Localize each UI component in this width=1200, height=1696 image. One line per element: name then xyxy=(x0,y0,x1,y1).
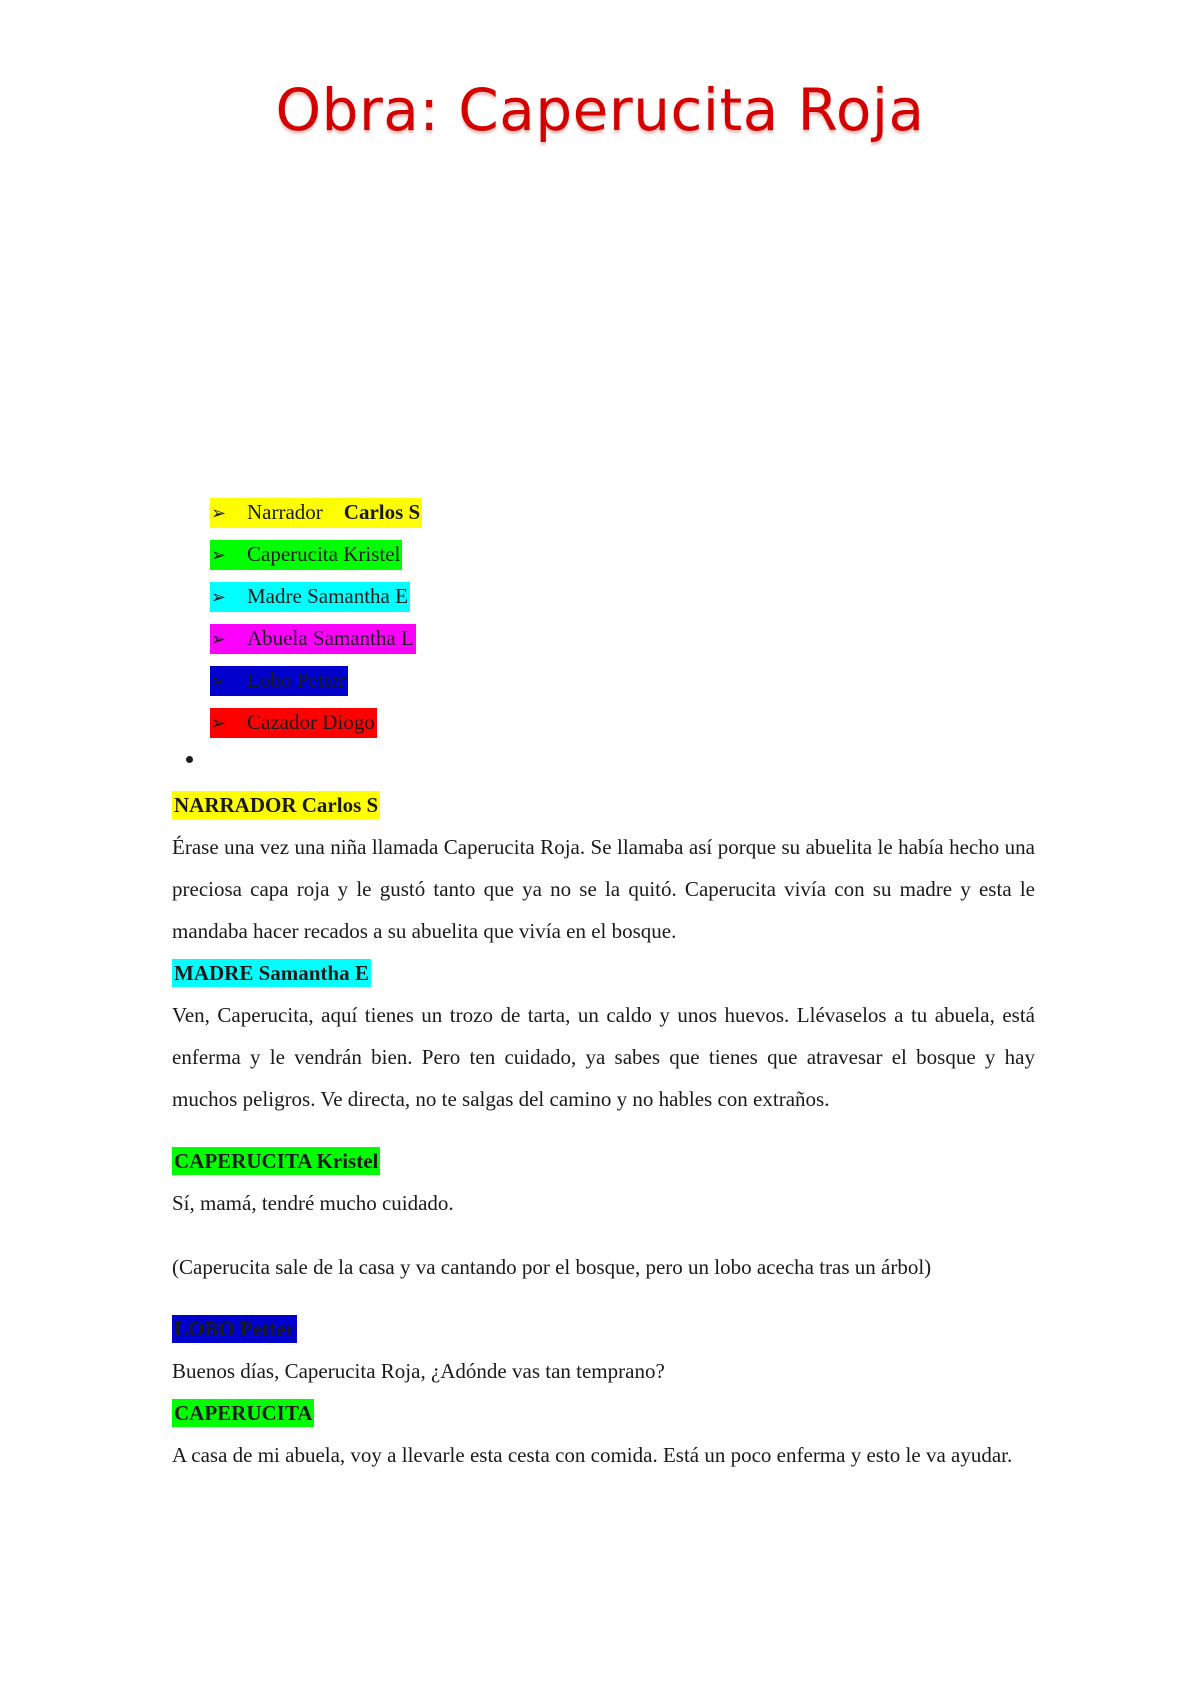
dialogue-line: Buenos días, Caperucita Roja, ¿Adónde vas tan temprano? xyxy=(172,1359,665,1383)
document-title: Obra: Caperucita Roja xyxy=(275,76,925,144)
arrow-bullet-icon: ➢ xyxy=(211,713,227,734)
speaker-label: NARRADOR Carlos S xyxy=(174,793,379,817)
speaker-label: LOBO Petter xyxy=(174,1317,295,1341)
cast-highlight xyxy=(210,708,377,738)
stage-direction: (Caperucita sale de la casa y va cantando por el bosque, pero un lobo acecha tras un árbol) xyxy=(172,1255,932,1279)
cast-actor: Carlos S xyxy=(343,500,421,524)
cast-highlight xyxy=(210,582,410,612)
cast-role: Lobo xyxy=(247,668,292,692)
cast-highlight xyxy=(210,498,422,528)
arrow-bullet-icon: ➢ xyxy=(211,671,227,692)
cast-list xyxy=(210,492,422,744)
cast-item xyxy=(210,618,422,660)
cast-role: Caperucita xyxy=(247,542,338,566)
dialogue-line: Ven, Caperucita, aquí tienes un trozo de tarta, un caldo y unos huevos. Llévaselos a tu abuela, está enferma y le vendrán bien. Pero ten cuidado, ya sabes que tienes que atravesar el bosque y hay muchos peligros. Ve directa, no te salgas del camino y no hables con extraños. xyxy=(172,1003,1035,1111)
cast-actor: Petter xyxy=(296,668,346,692)
arrow-bullet-icon: ➢ xyxy=(211,503,227,524)
empty-bullet-icon xyxy=(186,756,193,763)
cast-item xyxy=(210,702,422,744)
speaker-label: MADRE Samantha E xyxy=(174,961,369,985)
arrow-bullet-icon: ➢ xyxy=(211,545,227,566)
cast-actor: Samantha E xyxy=(307,584,408,608)
cast-item xyxy=(210,534,422,576)
cast-actor: Samantha L xyxy=(312,626,414,650)
cast-highlight xyxy=(210,624,416,654)
cast-role: Cazador xyxy=(247,710,317,734)
speaker-label: CAPERUCITA xyxy=(174,1401,313,1425)
arrow-bullet-icon: ➢ xyxy=(211,629,227,650)
script-body xyxy=(172,784,1035,1476)
speaker-label: CAPERUCITA Kristel xyxy=(174,1149,379,1173)
cast-role: Madre xyxy=(247,584,302,608)
cast-role: Narrador xyxy=(247,500,323,524)
arrow-bullet-icon: ➢ xyxy=(211,587,227,608)
dialogue-line: A casa de mi abuela, voy a llevarle esta cesta con comida. Está un poco enferma y esto le va ayudar. xyxy=(172,1443,1013,1467)
cast-actor: Kristel xyxy=(343,542,401,566)
dialogue-line: Érase una vez una niña llamada Caperucita Roja. Se llamaba así porque su abuelita le había hecho una preciosa capa roja y le gustó tanto que ya no se la quitó. Caperucita vivía con su madre y esta le mandaba hacer recados a su abuelita que vivía en el bosque. xyxy=(172,835,1035,943)
cast-highlight xyxy=(210,540,402,570)
dialogue-line: Sí, mamá, tendré mucho cuidado. xyxy=(172,1191,454,1215)
cast-item xyxy=(210,492,422,534)
cast-item xyxy=(210,576,422,618)
cast-item xyxy=(210,660,422,702)
cast-role: Abuela xyxy=(247,626,308,650)
cast-highlight xyxy=(210,666,348,696)
cast-actor: Diogo xyxy=(322,710,375,734)
